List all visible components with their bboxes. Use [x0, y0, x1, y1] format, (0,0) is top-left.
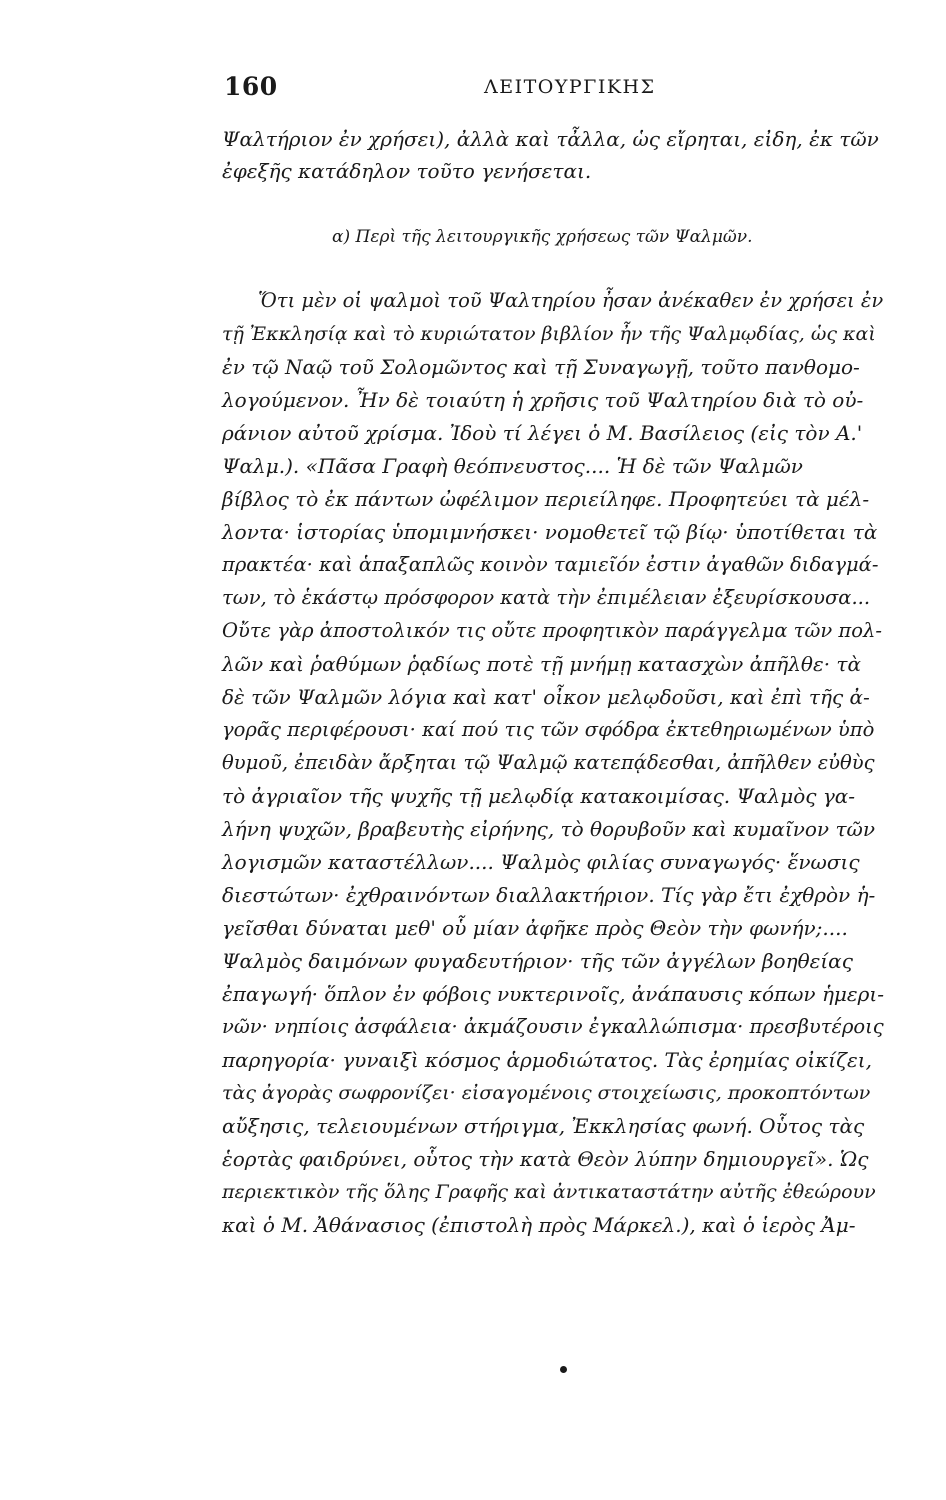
text-line: λοντα· ἱστορίας ὑπομιμνήσκει· νομοθετεῖ τῷ βίῳ· ὑποτίθεται τὰ — [222, 520, 878, 544]
text-line: λήνη ψυχῶν, βραβευτὴς εἰρήνης, τὸ θορυβοῦν καὶ κυμαῖνον τῶν — [222, 817, 875, 841]
running-title: ΛΕΙΤΟΥΡΓΙΚΗΣ — [484, 76, 656, 98]
footer-dot — [560, 1366, 567, 1373]
text-line: βίβλος τὸ ἐκ πάντων ὠφέλιμον περιείληφε. Προφητεύει τὰ μέλ- — [222, 487, 870, 511]
text-line: περιεκτικὸν τῆς ὅλης Γραφῆς καὶ ἀντικαταστάτην αὐτῆς ἐθεώρουν — [222, 1181, 876, 1203]
text-line: Ψαλμὸς δαιμόνων φυγαδευτήριον· τῆς τῶν ἀγγέλων βοηθείας — [222, 949, 853, 973]
text-line: τὰς ἀγορὰς σωφρονίζει· εἰσαγομένοις στοιχείωσις, προκοπτόντων — [222, 1082, 871, 1104]
text-line: διεστώτων· ἐχθραινόντων διαλλακτήριον. Τίς γὰρ ἔτι ἐχθρὸν ἡ- — [222, 883, 876, 907]
text-line: νῶν· νηπίοις ἀσφάλεια· ἀκμάζουσιν ἐγκαλλώπισμα· πρεσβυτέροις — [222, 1015, 884, 1038]
text-line: καὶ ὁ Μ. Ἀθάνασιος (ἐπιστολὴ πρὸς Μάρκελ.), καὶ ὁ ἱερὸς Ἀμ- — [222, 1213, 856, 1237]
text-line: δὲ τῶν Ψαλμῶν λόγια καὶ κατ' οἶκον μελῳδοῦσι, καὶ ἐπὶ τῆς ἀ- — [222, 685, 870, 709]
text-line: λογισμῶν καταστέλλων.... Ψαλμὸς φιλίας συναγωγός· ἕνωσις — [222, 850, 860, 874]
text-line: τὸ ἀγριαῖον τῆς ψυχῆς τῇ μελῳδίᾳ κατακοιμίσας. Ψαλμὸς γα- — [222, 784, 856, 808]
text-line: θυμοῦ, ἐπειδὰν ἄρξηται τῷ Ψαλμῷ κατεπᾴδεσθαι, ἀπῆλθεν εὐθὺς — [222, 751, 875, 774]
text-line: γεῖσθαι δύναται μεθ' οὗ μίαν ἀφῆκε πρὸς Θεὸν τὴν φωνήν;.... — [222, 916, 848, 940]
text-line: ἐπαγωγή· ὅπλον ἐν φόβοις νυκτερινοῖς, ἀνάπαυσις κόπων ἡμερι- — [222, 982, 885, 1006]
text-line: Οὔτε γὰρ ἀποστολικόν τις οὔτε προφητικὸν παράγγελμα τῶν πολ- — [222, 619, 882, 642]
text-line: Ψαλμ.). «Πᾶσα Γραφὴ θεόπνευστος.... Ἡ δὲ τῶν Ψαλμῶν — [222, 454, 803, 478]
text-line: παρηγορία· γυναιξὶ κόσμος ἁρμοδιώτατος. Τὰς ἐρημίας οἰκίζει, — [222, 1048, 872, 1072]
text-line: γορᾶς περιφέρουσι· καί πού τις τῶν σφόδρα ἐκτεθηριωμένων ὑπὸ — [222, 718, 875, 741]
text-line: λογούμενον. Ἦν δὲ τοιαύτη ἡ χρῆσις τοῦ Ψαλτηρίου διὰ τὸ οὐ- — [222, 388, 864, 412]
text-line: ἐν τῷ Ναῷ τοῦ Σολομῶντος καὶ τῇ Συναγωγῇ, τοῦτο πανθομο- — [222, 355, 860, 379]
text-line: λῶν καὶ ῥαθύμων ῥᾳδίως ποτὲ τῇ μνήμῃ κατασχὼν ἀπῆλθε· τὰ — [222, 652, 861, 676]
text-line: ράνιον αὐτοῦ χρίσμα. Ἰδοὺ τί λέγει ὁ Μ. Βασίλειος (εἰς τὸν Α.' — [222, 421, 863, 445]
text-line: των, τὸ ἑκάστῳ πρόσφορον κατὰ τὴν ἐπιμέλειαν ἐξευρίσκουσα... — [222, 586, 871, 609]
text-line: Ψαλτήριον ἐν χρήσει), ἀλλὰ καὶ τἆλλα, ὡς εἴρηται, εἰδη, ἐκ τῶν — [222, 127, 879, 151]
text-line: ἐφεξῆς κατάδηλον τοῦτο γενήσεται. — [222, 159, 592, 183]
section-heading: α) Περὶ τῆς λειτουργικῆς χρήσεως τῶν Ψαλμῶν. — [332, 227, 753, 247]
page-header — [224, 72, 656, 112]
text-line: τῇ Ἐκκλησίᾳ καὶ τὸ κυριώτατον βιβλίον ἦν τῆς Ψαλμῳδίας, ὡς καὶ — [222, 323, 876, 345]
text-line: πρακτέα· καὶ ἁπαξαπλῶς κοινὸν ταμιεῖόν ἐστιν ἀγαθῶν διδαγμά- — [222, 553, 879, 576]
page-number: 160 — [224, 72, 278, 101]
text-line: αὔξησις, τελειουμένων στήριγμα, Ἐκκλησίας φωνή. Οὗτος τὰς — [222, 1114, 865, 1138]
text-line: ἑορτὰς φαιδρύνει, οὗτος τὴν κατὰ Θεὸν λύπην δημιουργεῖ». Ὡς — [222, 1147, 869, 1171]
text-line: Ὅτι μὲν οἱ ψαλμοὶ τοῦ Ψαλτηρίου ἦσαν ἀνέκαθεν ἐν χρήσει ἐν — [258, 289, 884, 312]
